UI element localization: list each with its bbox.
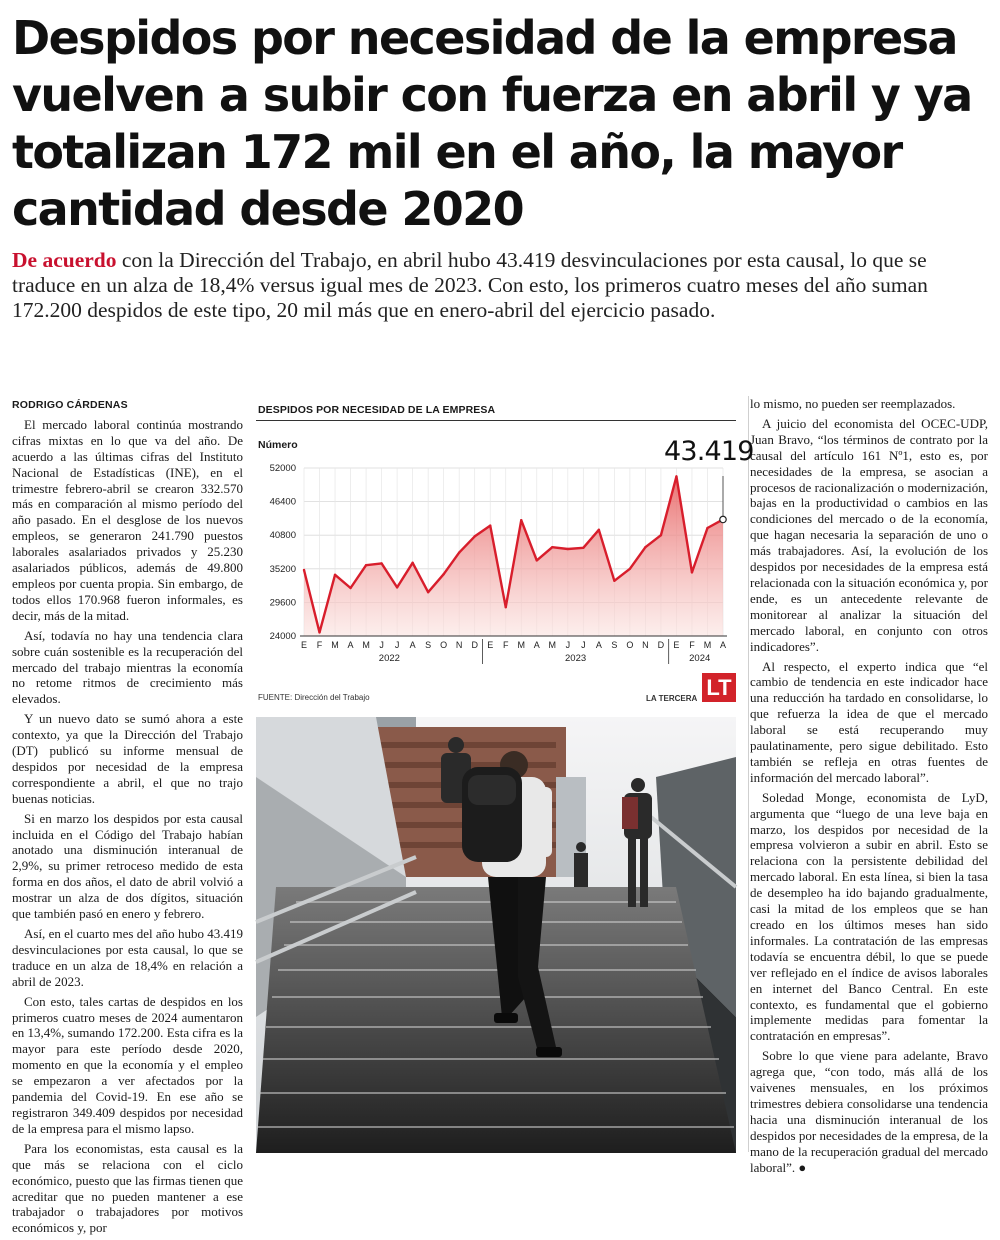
- article-column-1: [12, 398, 243, 1240]
- la-tercera-logo: LT: [702, 673, 736, 702]
- chart-data-point: [567, 548, 569, 550]
- year-label: 2024: [689, 653, 711, 664]
- chart-source: FUENTE: Dirección del Trabajo: [258, 693, 370, 702]
- paragraph: Soledad Monge, economista de LyD, argumenta que “luego de una leve baja en marzo, los despidos por necesidad de la empresa volvieron a subir en abril. Esto se relaciona con la persistente debilidad del mercado laboral. En esta línea, si bien la tasa de desempleo ha ido bajando gradualmente, casi la mitad de los empleos que se han creado en los últimos meses han sido informales. La contratación de las empresas todavía se encuentra débil, lo que se puede ver reflejado en el índice de avisos laborales en internet del Banco Central. En este contexto, es fundamental que el gobierno implemente medidas para fomentar la contratación en empresas”.: [750, 789, 988, 1044]
- byline: RODRIGO CÁRDENAS: [12, 399, 128, 411]
- lead-kicker: De acuerdo: [12, 248, 117, 272]
- chart-data-point: [520, 519, 522, 521]
- chart: [256, 392, 754, 712]
- paragraph: El mercado laboral continúa mostrando cifras mixtas en lo que va del año. De acuerdo a las últimas cifras del Instituto Nacional de Estadísticas (INE), en el trimestre febrero-abril se crearon 332.570 más en comparación al mismo período del año pasado. En el desglose de los nuevos empleos, se generaron 241.790 puestos laborales asalariados privados y 25.230 asalariados públicos, además de 49.800 empleos por cuenta propia. Sin embargo, de todos ellos 170.968 fueron informales, es decir, más de la mitad.: [12, 416, 243, 623]
- paragraph: lo mismo, no pueden ser reemplazados.: [750, 396, 956, 411]
- chart-data-point: [380, 562, 382, 564]
- chart-data-point: [675, 475, 677, 477]
- chart-data-point: [349, 587, 351, 589]
- chart-data-point: [474, 535, 476, 537]
- x-tick-label: A: [719, 640, 727, 650]
- paragraph: A juicio del economista del OCEC-UDP, Juan Bravo, “los términos de contrato por la causal del artículo 161 Nº1, esto es, por necesidades de la empresa, se asocian a procesos de racionalización o modernización, bajas en la productividad o cambios en las condiciones del mercado o de la economía, que hagan necesaria la separación de uno o más trabajadores. Así, la evolución de los despidos por necesidades de la empresa está relacionada con la situación económica y, por ende, es un antecedente relevante de monitorear al analizar la situación del mercado laboral, en conjunto con otros indicadores”.: [750, 415, 988, 654]
- x-tick-label: O: [626, 640, 634, 650]
- y-tick-label: 24000: [269, 631, 296, 642]
- stairs-photo-illustration: [256, 717, 736, 1153]
- x-tick-label: E: [673, 640, 680, 650]
- article-column-3: [750, 396, 988, 1180]
- chart-data-point: [458, 551, 460, 553]
- paragraph: Así, todavía no hay una tendencia clara sobre cuán sostenible es la recuperación del mercado del trabajo mientras la economía no retome ritmos de crecimiento más elevados.: [12, 627, 243, 707]
- x-tick-label: N: [455, 640, 463, 650]
- chart-data-point: [706, 527, 708, 529]
- x-tick-label: J: [394, 640, 400, 650]
- chart-data-point: [318, 631, 320, 633]
- lead-paragraph: [12, 248, 987, 323]
- paragraph: Para los economistas, esta causal es la que más se relaciona con el ciclo económico, puesto que las firmas tienen que acreditar que no pueden mantener a ese trabajador o trabajadores por motivos económicos y, por: [12, 1140, 243, 1236]
- chart-data-point: [365, 564, 367, 566]
- chart-data-point: [691, 571, 693, 573]
- chart-data-point: [582, 547, 584, 549]
- x-tick-label: E: [300, 640, 308, 650]
- x-tick-label: D: [657, 640, 665, 650]
- chart-brand: LA TERCERA: [646, 694, 698, 703]
- x-tick-label: A: [595, 640, 602, 650]
- chart-data-point: [644, 546, 646, 548]
- chart-data-point: [536, 559, 538, 561]
- y-tick-label: 40800: [269, 530, 296, 542]
- x-tick-label: N: [642, 640, 649, 650]
- chart-data-point: [396, 586, 398, 588]
- chart-data-point: [613, 580, 615, 582]
- paragraph-text: Sobre lo que viene para adelante, Bravo agrega que, “con todo, más allá de los vaivenes mensuales, en los próximos trimestres debiera consolidarse una tendencia hacia una disminución interanual de los despidos por necesidades de la empresa, de la mano de la recuperación gradual del mercado laboral”.: [750, 1048, 988, 1175]
- x-tick-label: E: [487, 640, 494, 650]
- chart-y-axis-label: Número: [258, 439, 298, 451]
- chart-data-point: [411, 562, 413, 564]
- chart-data-point: [303, 569, 305, 571]
- x-tick-label: J: [581, 640, 586, 650]
- x-tick-label: F: [689, 640, 695, 650]
- y-tick-label: 35200: [269, 563, 296, 575]
- chart-data-point: [629, 568, 631, 570]
- paragraph: [750, 1048, 988, 1175]
- chart-data-point: [598, 529, 600, 531]
- x-tick-label: F: [502, 640, 509, 650]
- year-label: 2022: [378, 653, 400, 664]
- paragraph: Y un nuevo dato se sumó ahora a este contexto, ya que la Dirección del Trabajo (DT) publicó su informe mensual de despidos por necesidad de la empresa correspondiente a abril, el que no trajo buenas noticias.: [12, 711, 243, 806]
- paragraph: Así, en el cuarto mes del año hubo 43.419 desvinculaciones por esta causal, lo que se traduce en un alza de 18,4% en relación a abril de 2023.: [12, 926, 243, 989]
- chart-data-point: [442, 573, 444, 575]
- y-tick-label: 29600: [269, 597, 296, 609]
- x-tick-label: A: [409, 640, 416, 650]
- x-tick-label: A: [533, 640, 540, 650]
- chart-title: DESPIDOS POR NECESIDAD DE LA EMPRESA: [258, 404, 496, 416]
- chart-data-point: [660, 534, 662, 536]
- chart-callout-value: 43.419: [664, 436, 754, 467]
- chart-data-point: [334, 574, 336, 576]
- chart-area: [304, 476, 723, 636]
- year-label: 2023: [565, 653, 587, 664]
- chart-data-point: [551, 546, 553, 548]
- x-tick-label: O: [440, 640, 448, 650]
- paragraph: Si en marzo los despidos por esta causal incluida en el Código del Trabajo habían anotado una disminución interanual de 2,9%, su primer retroceso medido de esta forma en dos años, el dato de abril volvió a mostrar un alza de dos dígitos, situación que también pasó en enero y febrero.: [12, 810, 243, 922]
- lead-text: con la Dirección del Trabajo, en abril hubo 43.419 desvinculaciones por esta causal, lo que se traduce en un alza de 18,4% versus igual mes de 2023. Con esto, los primeros cuatro meses del año suman 172.200 despidos de este tipo, 20 mil más que en enero-abril del ejercicio pasado.: [12, 248, 928, 322]
- column-divider: [748, 396, 749, 1152]
- chart-data-point: [489, 524, 491, 526]
- article-photo: [256, 717, 736, 1153]
- x-tick-label: A: [347, 640, 354, 650]
- paragraph: Con esto, tales cartas de despidos en los primeros cuatro meses de 2024 aumentaron en 13,4%, sumando 172.200. Esta cifra es la mayor para este período desde 2020, momento en que la economía y el empleo se empezaron a ver afectados por la pandemia del Covid-19. En ese año se registraron 349.409 despidos por necesidad de la empresa para el mismo lapso.: [12, 993, 243, 1136]
- end-mark-icon: ●: [798, 1159, 807, 1175]
- x-tick-label: J: [379, 640, 384, 650]
- x-tick-label: M: [362, 640, 370, 650]
- highlight-marker: [720, 516, 726, 522]
- y-tick-label: 52000: [269, 463, 296, 474]
- x-tick-label: M: [703, 640, 712, 650]
- x-tick-label: M: [517, 640, 526, 650]
- x-tick-label: F: [316, 640, 323, 650]
- y-tick-label: 46400: [269, 496, 296, 508]
- chart-data-point: [427, 591, 429, 593]
- chart-data-point: [505, 606, 507, 608]
- x-tick-label: M: [548, 640, 557, 650]
- x-tick-label: S: [425, 640, 432, 650]
- headline: Despidos por necesidad de la empresa vuelven a subir con fuerza en abril y ya totalizan 172 mil en el año, la mayor cantidad desde 2020: [12, 11, 972, 236]
- x-tick-label: S: [611, 640, 618, 650]
- x-tick-label: M: [331, 640, 339, 650]
- x-tick-label: J: [565, 640, 571, 650]
- paragraph: Al respecto, el experto indica que “el cambio de tendencia en este indicador hace una reducción ha tardado en consolidarse, lo que refuerza la idea de que el mercado laboral se está recuperando muy paulatinamente, pero sigue debilitado. Esto también se refleja en otras fuentes de información del mercado laboral”.: [750, 658, 988, 785]
- x-tick-label: D: [471, 640, 478, 650]
